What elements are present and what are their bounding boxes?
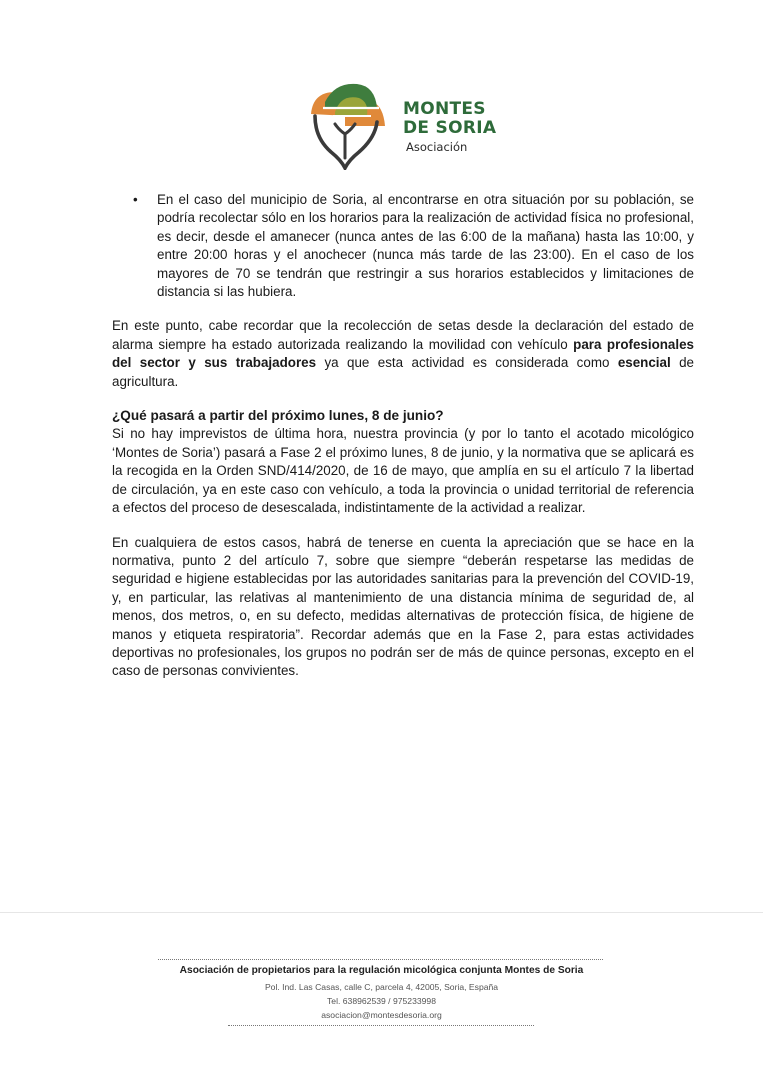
footer-divider	[0, 912, 763, 913]
para1-bold-1: para profesionales del sector y sus trabajadores	[112, 336, 694, 371]
footer-email: asociacion@montesdesoria.org	[321, 1010, 442, 1020]
paragraph-phase2: Si no hay imprevistos de última hora, nuestra provincia (y por lo tanto el acotado micológico ‘Montes de Soria’) pasará a Fase 2 el próximo lunes, 8 de junio, y la normativa que se aplicará es la recogida en la Orden SND/414/2020, de 16 de mayo, que amplía en su el artículo 7 la libertad de circulación, ya en este caso con vehículo, a toda la provincia o unidad territorial de referencia a efectos del proceso de desescalada, indistintamente de la actividad a realizar.	[112, 426, 694, 516]
list-item	[133, 191, 694, 301]
bullet-text: En el caso del municipio de Soria, al encontrarse en otra situación por su población, se podría recolectar sólo en los horarios para la realización de actividad física no profesional, es decir, desde el amanecer (nunca antes de las 6:00 de la mañana) hasta las 10:00, y entre 20:00 horas y el anochecer (nunca más tarde de las 23:00). En el caso de los mayores de 70 se tendrán que restringir a sus horarios establecidos y limitaciones de distancia si las hubiera.	[157, 192, 694, 300]
paragraph-recollection	[112, 317, 694, 391]
footer-phone: Tel. 638962539 / 975233998	[327, 996, 436, 1006]
footer-address: Pol. Ind. Las Casas, calle C, parcela 4, 42005, Soria, España	[264, 982, 499, 992]
footer-organization: Asociación de propietarios para la regulación micológica conjunta Montes de Soria	[179, 965, 584, 976]
logo-line-1: MONTES	[403, 99, 486, 119]
logo-line-2: DE SORIA	[403, 118, 497, 138]
logo-wordmark	[403, 100, 496, 155]
footer-dotted-line-top	[158, 959, 603, 960]
logo	[305, 78, 505, 170]
para1-text-2: ya que esta actividad es considerada como	[316, 355, 618, 371]
para1-text-3: de agricultura.	[112, 355, 694, 389]
bullet-marker: •	[133, 192, 138, 207]
para1-bold-2: esencial	[617, 355, 671, 371]
document-body	[112, 191, 694, 697]
tree-leaf-logo-icon	[305, 78, 391, 170]
section-heading: ¿Qué pasará a partir del próximo lunes, 8 de junio?	[112, 408, 444, 424]
footer-dotted-line-bottom	[228, 1025, 534, 1026]
logo-subtitle: Asociación	[406, 140, 468, 154]
paragraph-measures: En cualquiera de estos casos, habrá de tenerse en cuenta la apreciación que se hace en la normativa, punto 2 del artículo 7, sobre que siempre “deberán respetarse las medidas de seguridad e higiene establecidas por las autoridades sanitarias para la prevención del COVID-19, y, en particular, las relativas al mantenimiento de una distancia mínima de seguridad de, al menos, dos metros, o, en su defecto, medidas alternativas de protección física, de higiene de manos y etiqueta respiratoria”. Recordar además que en la Fase 2, para estas actividades deportivas no profesionales, los grupos no podrán ser de más de quince personas, excepto en el caso de personas convivientes.	[112, 534, 694, 679]
para1-text-1: En este punto, cabe recordar que la recolección de setas desde la declaración del estado de alarma siempre ha estado autorizada realizando la movilidad con vehículo	[112, 318, 694, 352]
bullet-list	[112, 191, 694, 301]
